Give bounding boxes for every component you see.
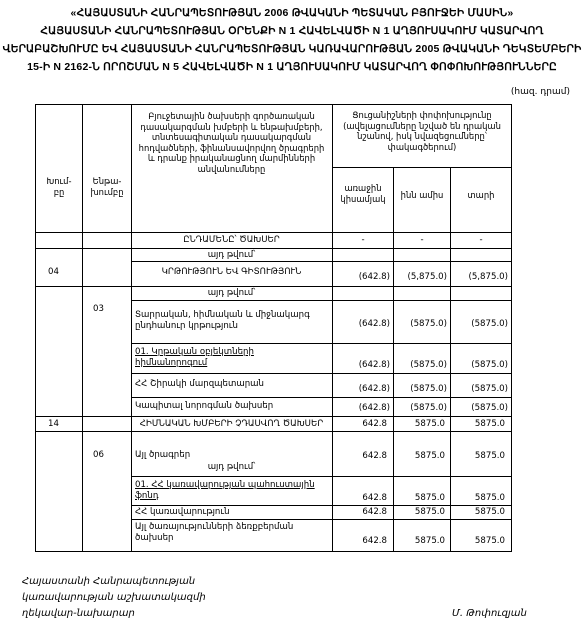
- row-general-education-year: (5875.0): [471, 319, 508, 329]
- row-shirak-desc: ՀՀ Շիրակի մարզպետարան: [135, 379, 264, 389]
- row-other-programs-q1: 642.8: [362, 451, 387, 461]
- row-unclassified-year: 5875.0: [474, 419, 505, 429]
- unit-label: (հազ. դրամ): [510, 87, 570, 97]
- row-capital-repair-year: (5875.0): [471, 403, 508, 413]
- row-total-q1: -: [361, 235, 365, 245]
- row-government-m9: 5875.0: [414, 507, 445, 517]
- row-general-education-q1: (642.8): [358, 319, 390, 329]
- row-education-desc: ԿՐԹՈՒԹՅՈՒՆ ԵՎ ԳԻՏՈՒԹՅՈՒՆ: [161, 267, 302, 277]
- row-other-programs-desc: Այլ ծրագրեր: [135, 450, 191, 460]
- row-education-m9: (5,875.0): [407, 272, 447, 282]
- row-other-services-q1: 642.8: [362, 536, 387, 546]
- row-including-label: այդ թվում՝: [207, 462, 256, 472]
- title-line-4: 15-Ի N 2162-Ն ՈՐՈՇՄԱՆ N 5 ՀԱՎԵԼՎԱԾԻ N 1 ԱՂՅՈՒՍԱԿՈՒՄ ԿԱՏԱՐՎՈՂ ՓՈՓՈԽՈՒԹՅՈՒՆՆԵՐԸ: [27, 61, 557, 73]
- row-unclassified-m9: 5875.0: [414, 419, 445, 429]
- row-reserve-fund-m9: 5875.0: [414, 493, 445, 503]
- header-first-half: առաջին կիսամյակ: [340, 183, 386, 204]
- row-group-code: 14: [48, 419, 59, 429]
- row-other-services-year: 5875.0: [474, 536, 505, 546]
- header-description: Բյուջետային ծախսերի գործառական դասակարգման խմբերի և ենթախմբերի, տնտեսագիտական դասակարգման հոդվածների, ֆինանսավորվող ծրագրերի և դրանք իրականացնող մարմինների անվանումները: [138, 111, 325, 174]
- row-total-m9: -: [420, 235, 424, 245]
- row-renovation-year: (5875.0): [471, 360, 508, 370]
- row-shirak-m9: (5875.0): [410, 384, 447, 394]
- row-education-q1: (642.8): [358, 272, 390, 282]
- row-other-services-desc: Այլ ծառայությունների ձեռքբերման ծախսեր: [135, 522, 294, 543]
- row-unclassified-q1: 642.8: [362, 419, 387, 429]
- row-other-services-m9: 5875.0: [414, 536, 445, 546]
- signatory-name: Մ. Թոփուզյան: [452, 608, 527, 619]
- row-including-label: այդ թվում՝: [207, 288, 256, 298]
- row-general-education-m9: (5875.0): [410, 319, 447, 329]
- row-shirak-year: (5875.0): [471, 384, 508, 394]
- row-reserve-fund-q1: 642.8: [362, 493, 387, 503]
- row-general-education-desc: Տարրական, հիմնական և միջնակարգ ընդհանուր կրթություն: [135, 310, 310, 331]
- row-including-label: այդ թվում՝: [207, 250, 256, 260]
- row-government-year: 5875.0: [474, 507, 505, 517]
- row-government-desc: ՀՀ կառավարություն: [135, 507, 230, 517]
- header-group: Խում- բը: [46, 176, 72, 197]
- signature-line-1: Հայաստանի Հանրապետության: [22, 576, 196, 587]
- row-capital-repair-m9: (5875.0): [410, 403, 447, 413]
- title-line-3: ՎԵՐԱԲԱՇԽՈՒՄԸ ԵՎ ՀԱՅԱՍՏԱՆԻ ՀԱՆՐԱՊԵՏՈՒԹՅԱՆ ԿԱՌԱՎԱՐՈՒԹՅԱՆ 2005 ԹՎԱԿԱՆԻ ԴԵԿՏԵՄԲԵՐԻ: [2, 43, 582, 55]
- row-subgroup-code: 06: [93, 450, 104, 460]
- row-capital-repair-q1: (642.8): [358, 403, 390, 413]
- row-capital-repair-desc: Կապիտալ նորոգման ծախսեր: [135, 401, 274, 411]
- row-government-q1: 642.8: [362, 507, 387, 517]
- row-education-year: (5,875.0): [468, 272, 508, 282]
- title-line-1: «ՀԱՅԱՍՏԱՆԻ ՀԱՆՐԱՊԵՏՈՒԹՅԱՆ 2006 ԹՎԱԿԱՆԻ ՊԵՏԱԿԱՆ ԲՅՈՒՋԵԻ ՄԱՍԻՆ»: [70, 7, 514, 19]
- row-reserve-fund-desc: 01. ՀՀ կառավարության պահուստային ֆոնդ: [135, 480, 315, 501]
- header-nine-months: ինն ամիս: [400, 190, 444, 200]
- title-line-2: ՀԱՅԱՍՏԱՆԻ ՀԱՆՐԱՊԵՏՈՒԹՅԱՆ ՕՐԵՆՔԻ N 1 ՀԱՎԵԼՎԱԾԻ N 1 ԱՂՅՈՒՍԱԿՈՒՄ ԿԱՏԱՐՎՈՂ: [40, 25, 544, 37]
- row-total-desc: ԸՆԴԱՄԵՆԸ՝ ԾԱԽՍԵՐ: [183, 235, 280, 245]
- row-unclassified-desc: ՀԻՄՆԱԿԱՆ ԽՄԲԵՐԻ ՉԴԱՍՎՈՂ ԾԱԽՍԵՐ: [139, 419, 324, 429]
- row-renovation-desc: 01. Կրթական օբյեկտների հիմնանորոգում: [135, 347, 254, 368]
- row-total-year: -: [479, 235, 483, 245]
- row-reserve-fund-year: 5875.0: [474, 493, 505, 503]
- row-shirak-q1: (642.8): [358, 384, 390, 394]
- row-other-programs-year: 5875.0: [474, 451, 505, 461]
- header-subgroup: Ենթա- խումբը: [90, 176, 124, 197]
- row-renovation-m9: (5875.0): [410, 360, 447, 370]
- signature-line-2: կառավարության աշխատակազմի: [22, 592, 206, 603]
- signature-line-3: ղեկավար-նախարար: [22, 608, 135, 619]
- row-renovation-q1: (642.8): [358, 360, 390, 370]
- row-subgroup-code: 03: [93, 304, 104, 314]
- header-year: տարի: [467, 190, 495, 200]
- row-other-programs-m9: 5875.0: [414, 451, 445, 461]
- row-group-code: 04: [48, 267, 59, 277]
- header-change: Ցուցանիշների փոփոխությունը (ավելացումները նշված են դրական նշանով, իսկ նվազեցումները՝ փակագծերում): [343, 110, 501, 152]
